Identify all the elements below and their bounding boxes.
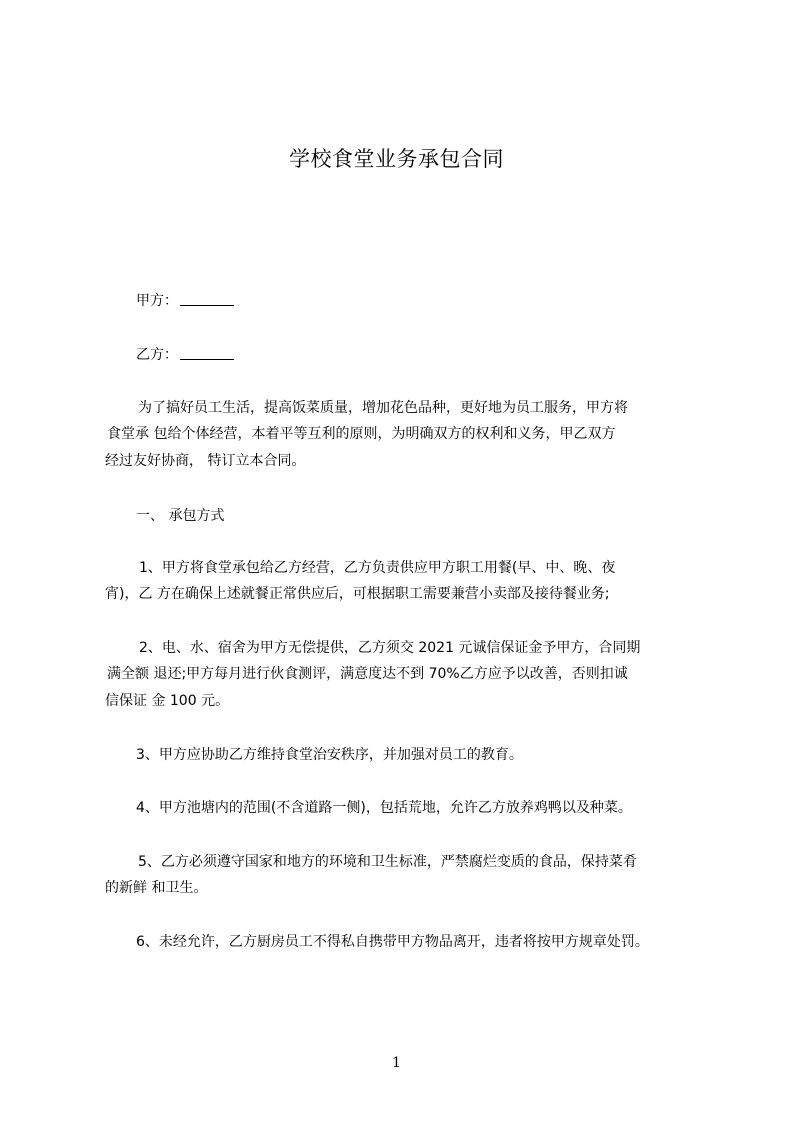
- section-1-heading: 一、 承包方式: [136, 508, 225, 524]
- party-a-label: 甲方：: [136, 293, 178, 309]
- page-number: 1: [392, 1055, 401, 1071]
- intro-line-2: 食堂承 包给个体经营，本着平等互利的原则，为明确双方的权利和义务，甲乙双方: [107, 426, 616, 442]
- clause-5-line-2: 的新鲜 和卫生。: [105, 880, 208, 896]
- clause-2-line-2: 满全额 退还;甲方每月进行伙食测评，满意度达不到 70%乙方应予以改善，否则扣诚: [107, 666, 628, 682]
- contract-title: 学校食堂业务承包合同: [289, 147, 504, 171]
- clause-3: 3、甲方应协助乙方维持食堂治安秩序，并加强对员工的教育。: [136, 747, 523, 763]
- clause-4: 4、甲方池塘内的范围(不含道路一侧)，包括荒地，允许乙方放养鸡鸭以及种菜。: [136, 800, 632, 816]
- party-a-line: [136, 290, 234, 312]
- clause-2-line-1: 2、电、水、宿舍为甲方无偿提供，乙方须交 2021 元诚信保证金予甲方，合同期: [139, 640, 641, 656]
- clause-2-line-3: 信保证 金 100 元。: [105, 693, 230, 709]
- clause-5-line-1: 5、乙方必须遵守国家和地方的环境和卫生标准，严禁腐烂变质的食品，保持菜肴: [138, 854, 637, 870]
- intro-line-3: 经过友好协商， 特订立本合同。: [105, 453, 306, 469]
- clause-6: 6、未经允许，乙方厨房员工不得私自携带甲方物品离开，违者将按甲方规章处罚。: [136, 934, 649, 950]
- party-b-label: 乙方：: [136, 347, 178, 363]
- intro-line-1: 为了搞好员工生活，提高饭菜质量，增加花色品种，更好地为员工服务，甲方将: [138, 400, 628, 416]
- party-b-blank: [180, 345, 234, 360]
- party-b-line: [136, 344, 234, 366]
- clause-1-line-1: 1、甲方将食堂承包给乙方经营，乙方负责供应甲方职工用餐(早、中、晚、夜: [139, 560, 616, 576]
- party-a-blank: [180, 291, 234, 306]
- clause-1-line-2: 宵)，乙 方在确保上述就餐正常供应后，可根据职工需要兼营小卖部及接待餐业务;: [105, 586, 610, 602]
